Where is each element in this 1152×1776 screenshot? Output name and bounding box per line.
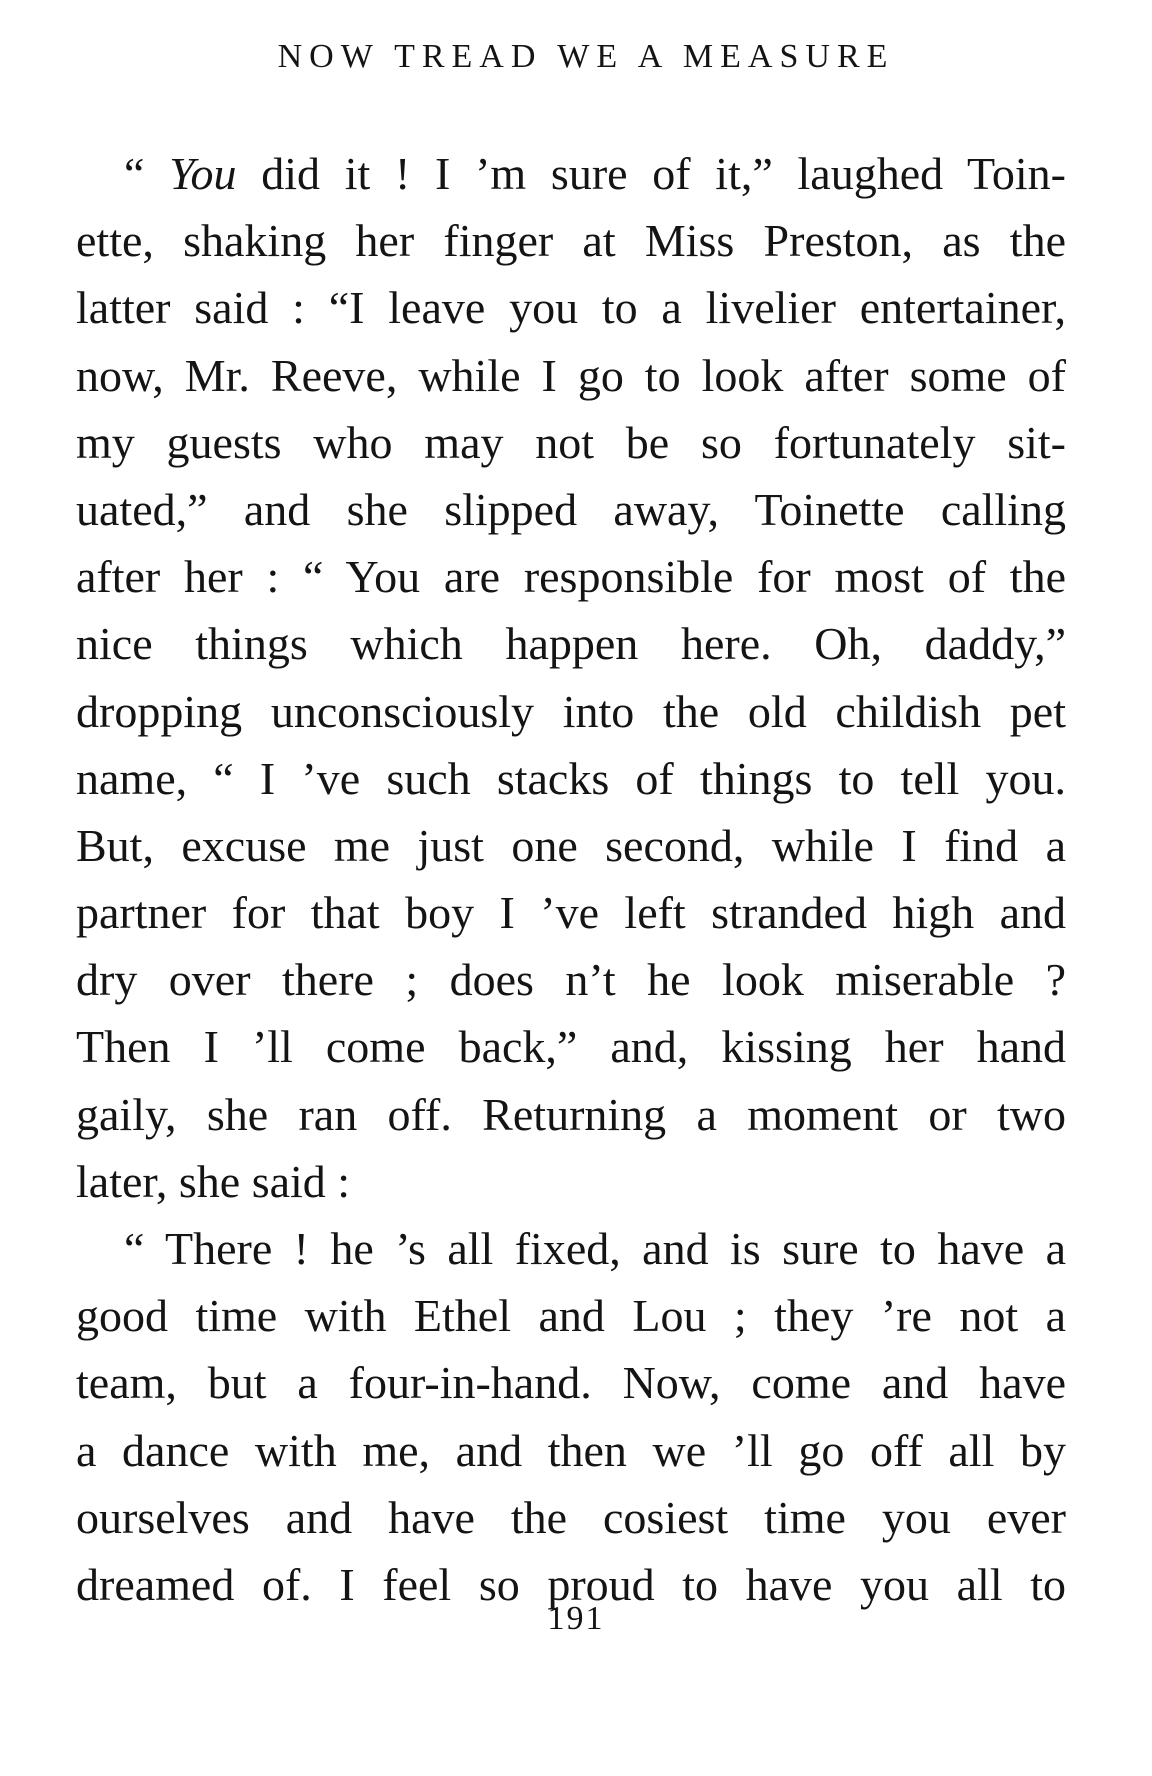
text-line: good time with Ethel and Lou ; they ’re not a	[76, 1290, 1066, 1342]
text-line: Then I ’ll come back,” and, kissing her hand	[76, 1021, 1066, 1073]
text-line: uated,” and she slipped away, Toinette calling	[76, 483, 1066, 535]
text-line: ourselves and have the cosiest time you ever	[76, 1491, 1066, 1543]
line-rest: did it ! I ’m sure of it,” laughed Toin-	[236, 148, 1066, 199]
paragraph-2	[76, 1215, 1066, 1618]
text-line: name, “ I ’ve such stacks of things to tell you.	[76, 752, 1066, 804]
text-line: partner for that boy I ’ve left stranded high and	[76, 887, 1066, 939]
running-head-text: NOW TREAD WE A MEASURE	[277, 38, 895, 75]
text-line: later, she said :	[76, 1155, 351, 1207]
text-line: after her : “ You are responsible for most of the	[76, 551, 1066, 603]
text-line: dreamed of. I feel so proud to have you all to	[76, 1558, 1066, 1610]
page-number: 191	[547, 1600, 605, 1637]
text-line: my guests who may not be so fortunately sit-	[76, 416, 1066, 468]
text-line: gaily, she ran off. Returning a moment or two	[76, 1088, 1066, 1140]
text-line: dry over there ; does n’t he look miserable ?	[76, 954, 1066, 1006]
italic-word: You	[169, 148, 237, 199]
paragraph-1	[76, 140, 1066, 1215]
text-line: latter said : “I leave you to a livelier entertainer,	[76, 282, 1066, 334]
text-line: ette, shaking her finger at Miss Preston, as the	[76, 215, 1066, 267]
text-line: team, but a four-in-hand. Now, come and have	[76, 1357, 1066, 1409]
text-line	[76, 140, 1066, 207]
text-line: dropping unconsciously into the old childish pet	[76, 685, 1066, 737]
text-line: nice things which happen here. Oh, daddy,”	[76, 618, 1066, 670]
text-line: But, excuse me just one second, while I find a	[76, 819, 1066, 871]
text-line: a dance with me, and then we ’ll go off all by	[76, 1424, 1066, 1476]
open-quote: “	[124, 148, 170, 199]
body-text	[76, 140, 1066, 1618]
text-line: “ There ! he ’s all fixed, and is sure to have a	[124, 1223, 1066, 1274]
running-head	[0, 38, 1152, 76]
text-line: now, Mr. Reeve, while I go to look after some of	[76, 349, 1066, 401]
